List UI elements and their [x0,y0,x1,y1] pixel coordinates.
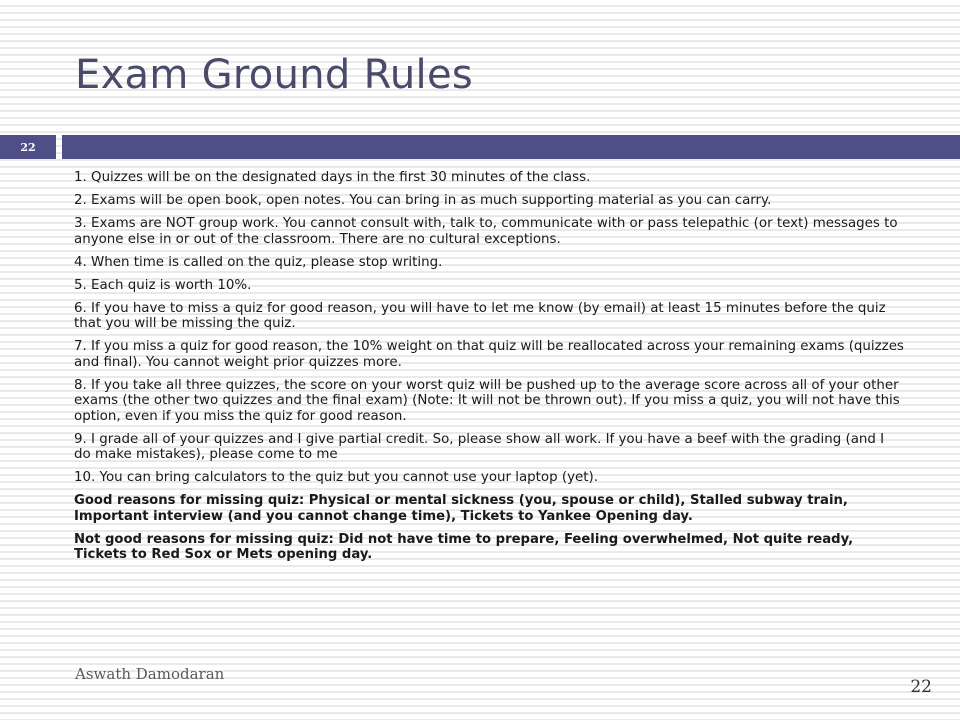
rule-item: 5. Each quiz is worth 10%. [74,277,252,293]
rule-item: 7. If you miss a quiz for good reason, the 10% weight on that quiz will be reallocated across your remaining exams (quizzes and final). You cannot weight prior quizzes more. [74,339,904,370]
footer-author: Aswath Damodaran [75,665,225,683]
slide-title: Exam Ground Rules [75,52,473,98]
rule-item: 2. Exams will be open book, open notes. You can bring in as much supporting material as you can carry. [74,193,772,208]
rule-item: 10. You can bring calculators to the quiz but you cannot use your laptop (yet). [74,470,598,485]
not-good-reasons: Not good reasons for missing quiz: Did not have time to prepare, Feeling overwhelmed, Not quite ready, Tickets to Red Sox or Mets opening day. [74,531,854,562]
slide-number-badge: 22 [0,135,56,159]
rule-item: 6. If you have to miss a quiz for good reason, you will have to let me know (by email) at least 15 minutes before the quiz that you will be missing the quiz. [74,300,886,331]
rule-item: 9. I grade all of your quizzes and I give partial credit. So, please show all work. If you have a beef with the grading (and I do make mistakes), please come to me [74,431,885,462]
page-number: 22 [910,677,932,697]
rule-item: 1. Quizzes will be on the designated days in the first 30 minutes of the class. [74,170,591,185]
rule-item: 4. When time is called on the quiz, please stop writing. [74,254,443,270]
rule-item: 3. Exams are NOT group work. You cannot consult with, talk to, communicate with or pass telepathic (or text) messages to anyone else in or out of the classroom. There are no cultural exceptions. [74,216,898,247]
good-reasons: Good reasons for missing quiz: Physical or mental sickness (you, spouse or child), Stalled subway train, Important interview (and you cannot change time), Tickets to Yankee Opening day. [74,493,848,524]
rules-list [74,170,904,570]
title-divider-bar [62,135,960,159]
rule-item: 8. If you take all three quizzes, the score on your worst quiz will be pushed up to the average score across all of your other exams (the other two quizzes and the final exam) (Note: It will not be thrown out). If you miss a quiz, you will not have this option, even if you miss the quiz for good reason. [74,377,900,424]
